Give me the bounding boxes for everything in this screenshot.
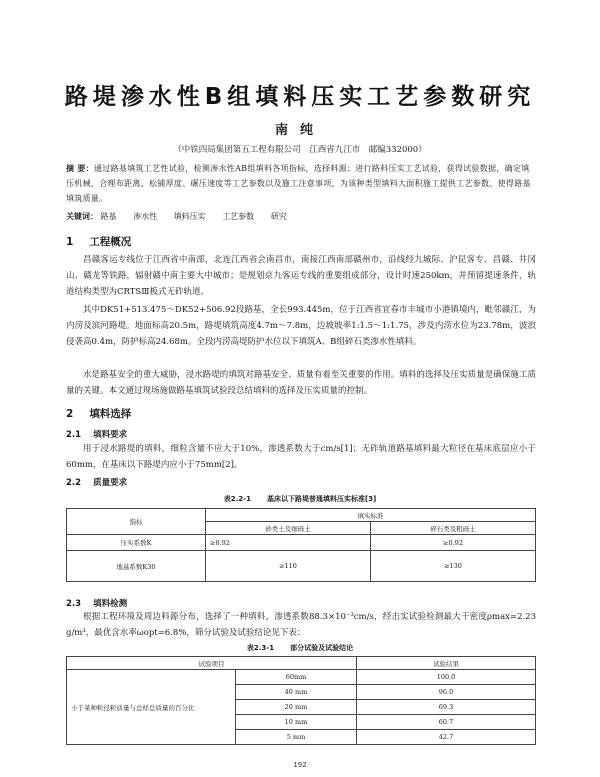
abstract-text: 通过路基填筑工艺性试验，检测渗水性AB组填料各项指标，选择料源；进行路料压实工艺试验，获得试验数据，确定填压机械，合理布距离、松铺厚度、碾压速度等工艺参数以及施工注意事项，为该种类型填料大面积施工提供工艺参数、使得路基填筑质量。 <box>66 164 531 203</box>
affiliation: （中铁四局集团第五工程有限公司 江西省九江市 邮编332000） <box>173 145 427 155</box>
paper-title: 路堤渗水性B组填料压实工艺参数研究 <box>64 84 536 110</box>
table-header: 指标 <box>67 509 206 535</box>
keyword: 填料压实 <box>173 212 206 221</box>
subsection-heading-2-2: 2.2 质量要求 <box>66 478 128 488</box>
keyword: 渗水性 <box>133 212 158 221</box>
paragraph: 水是路基安全的重大威胁，浸水路堤的填筑对路基安全、质量有着至关重要的作用。填料的选择及压实质量是确保施工质量的关键。本文通过现场施做路基填筑试验段总结填料的选择及压实质量的控制。 <box>66 370 536 396</box>
paragraph: 其中DK51+513.475～DK52+506.92段路基，全长993.445m，位于江西省宜春市丰城市小港镇境内，毗邻赣江，为内涝及滨河路堤。地面标高20.5m，路堤填筑高度4.7m～7.8m，边坡坡率1:1.5～1:1.75，涉及内涝水位为23.78m，波浪侵袭高0.4m，防护标高24.68m。全段内涝高堤防护水位以下填筑A、B组碎石类渗水性填料。 <box>66 305 536 347</box>
table-header: 试验结果 <box>357 657 536 670</box>
table-caption: 表2.3-1 部分试验及试验结论 <box>246 644 354 652</box>
section-heading-2: 2 填料选择 <box>66 408 132 420</box>
table-row: 5 mm 42.7 <box>67 730 536 745</box>
table-row: 10 mm 60.7 <box>67 715 536 730</box>
abstract <box>66 161 536 206</box>
paragraph: 用于浸水路堤的填料，细粒含量不应大于10%，渗透系数大于cm/s[1]；无砟轨道路基填料最大粒径在基床底层应小于60mm，在基床以下路堤内应小于75mm[2]。 <box>66 444 536 470</box>
table-header: 试验项目 <box>67 657 357 670</box>
page-number: 192 <box>293 761 307 769</box>
table-row: 小于某种粒径粒质量与总样总质量的百分比 60mm 100.0 <box>67 670 536 685</box>
keyword: 研究 <box>270 212 287 221</box>
table-group-label: 小于某种粒径粒质量与总样总质量的百分比 <box>67 670 236 745</box>
keywords-label: 关键词： <box>66 212 98 221</box>
keywords <box>66 211 536 222</box>
table-row: 压实系数K ≥0.92 ≥0.92 <box>67 535 536 551</box>
author-name: 南纯 <box>274 123 325 138</box>
section-heading-1: 1 工程概况 <box>66 236 132 248</box>
compaction-standard-table <box>66 508 536 582</box>
keyword: 路基 <box>100 212 117 221</box>
paragraph: 昌赣客运专线位于江西省中南部，北连江西省会南昌市，南接江西南部赣州市，沿线经九城际、沪昆客专、昌赣、井冈山、赣龙等铁路，辐射赣中南主要大中城市；是规划京九客运专线的重要组成部分，设计时速250km，并预留提速条件，轨道结构类型为CRTSⅢ板式无砟轨道。 <box>66 255 536 297</box>
sieve-result-table <box>66 656 536 745</box>
table-row: 40 mm 96.0 <box>67 685 536 700</box>
abstract-label: 摘 要： <box>66 164 94 173</box>
table-caption: 表2.2-1 基床以下路堤普通填料压实标准[3] <box>223 495 377 503</box>
table-header: 砂类土及细砾土 <box>206 522 371 535</box>
table-header: 填实标准 <box>206 509 536 522</box>
keyword: 工艺参数 <box>222 212 255 221</box>
subsection-heading-2-1: 2.1 填料要求 <box>66 430 128 440</box>
table-row: 地基系数K30 ≥110 ≥130 <box>67 551 536 582</box>
subsection-heading-2-3: 2.3 填料检测 <box>66 599 128 609</box>
table-header: 碎石类及粗砾土 <box>371 522 536 535</box>
paragraph: 根据工程环境及周边料源分布，选择了一种填料，渗透系数88.3×10⁻³cm/s，经击实试验检测最大干密度ρmax=2.23 g/m³，最优含水率ωopt=6.8%，筛分试验及试验结论见下表： <box>66 612 536 638</box>
table-row: 20 mm 69.3 <box>67 700 536 715</box>
